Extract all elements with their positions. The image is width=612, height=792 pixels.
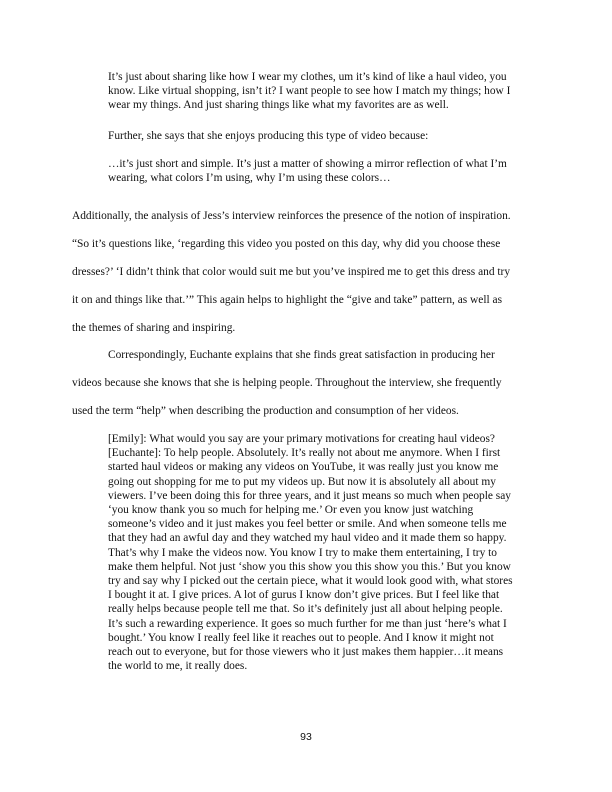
quote-line: wearing, what colors I’m using, why I’m using these colors… [108,172,391,185]
quote-line: the world to me, it really does. [108,660,248,673]
quote-line: going out shopping for me to put my videos up. But now it is absolutely all about my [108,475,496,488]
quote-line: make them helpful. Not just ‘show you this show you this show you this.’ But you know [108,560,511,573]
quote-line: …it’s just short and simple. It’s just a matter of showing a mirror reflection of what I’m [108,158,507,170]
paragraph-line: dresses?’ ‘I didn’t think that color would suit me but you’ve inspired me to get this dress and try [72,266,511,278]
quote-line: reach out to everyone, but for those viewers who it just makes them happier…it means [108,646,504,659]
paragraph-line: Additionally, the analysis of Jess’s interview reinforces the presence of the notion of inspiration. [72,210,511,222]
quote-line: try and say why I picked out the certain piece, what it would look good with, what stores [108,575,513,588]
quote-intro [108,129,540,143]
quote-line: [Euchante]: To help people. Absolutely. It’s really not about me anymore. When I first [108,447,501,460]
quote-line: ‘you know thank you so much for helping me.’ Or even you know just watching [108,504,474,517]
paragraph-line: used the term “help” when describing the production and consumption of her videos. [72,405,459,417]
quote-line: wear my things. And just sharing things like what my favorites are as well. [108,99,449,112]
page-number: 93 [300,731,312,743]
quote-intro-text: Further, she says that she enjoys producing this type of video because: [108,130,429,142]
paragraph-line: videos because she knows that she is helping people. Throughout the interview, she frequently [72,377,502,389]
block-quote-3 [108,432,540,673]
quote-line: That’s why I make the videos now. You know I try to make them entertaining, I try to [108,546,498,559]
quote-line: viewers. I’ve been doing this for three years, and it just means so much when people say [108,489,511,502]
paragraph-line: Correspondingly, Euchante explains that she finds great satisfaction in producing her [108,349,495,361]
quote-line: started haul videos or making any videos on YouTube, it was really just you know me [108,461,499,474]
quote-line: that they had an awful day and they watched my haul video and it made them so happy. [108,532,507,545]
block-quote-2 [108,157,540,185]
quote-line: It’s such a rewarding experience. It goes so much further for me than just ‘here’s what I [108,617,507,630]
quote-line: really helps because people tell me that. So it’s definitely just all about helping people. [108,603,503,616]
paragraph-line: the themes of sharing and inspiring. [72,322,236,334]
quote-line: I bought it at. I give prices. A lot of gurus I know don’t give prices. But I feel like that [108,589,500,602]
paragraph-line: it on and things like that.’” This again helps to highlight the “give and take” pattern, as well as [72,294,502,306]
quote-line: It’s just about sharing like how I wear my clothes, um it’s kind of like a haul video, you [108,71,507,83]
paragraph-line: “So it’s questions like, ‘regarding this video you posted on this day, why did you choose these [72,238,501,250]
quote-line: bought.’ You know I really feel like it reaches out to people. And I know it might not [108,631,494,644]
quote-line: someone’s video and it just makes you feel better or smile. And when someone tells me [108,518,507,531]
block-quote-1 [108,70,540,113]
quote-line: [Emily]: What would you say are your primary motivations for creating haul videos? [108,433,495,445]
quote-line: know. Like virtual shopping, isn’t it? I want people to see how I match my things; how I [108,85,511,98]
